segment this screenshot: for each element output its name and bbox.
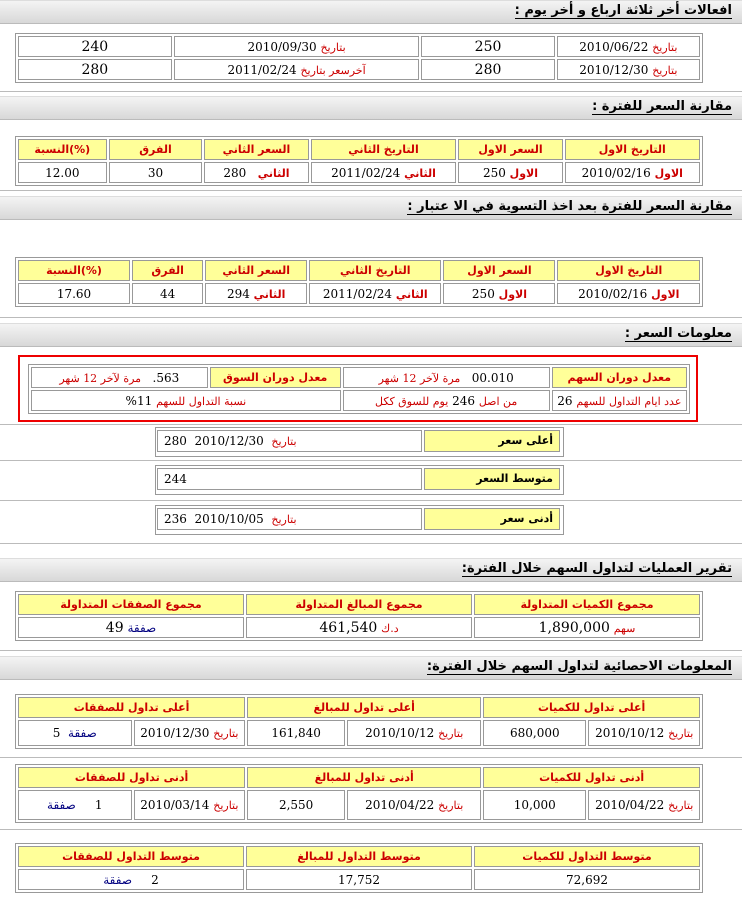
table-row: الاول 2010/02/16 الاول 250 الثاني 2011/02/24 الثاني 294 44 17.60 [18,283,700,304]
high-price-value: 280 2010/12/30 بتاريخ [157,430,422,452]
table-row: بتاريخ 2010/06/22 250 بتاريخ 2010/09/30 240 [18,36,700,57]
table-header-row: أعلى تداول للكميات أعلى تداول للمبالغ أعلى تداول للصفقات [18,697,700,718]
table-row: بتاريخ 2010/12/30 280 آخرسعر بتاريخ 2011/02/24 280 [18,59,700,80]
section-header-statistics [0,656,742,680]
table-row: بتاريخ 2010/04/22 10,000 بتاريخ 2010/04/22 2,550 بتاريخ 2010/03/14 1 صفقة [18,790,700,820]
section-header-price-compare [0,96,742,120]
table-header-row: أدنى تداول للكميات أدنى تداول للمبالغ أدنى تداول للصفقات [18,767,700,788]
section-header-adjusted-compare [0,196,742,220]
quarters-table [15,33,703,83]
avg-price-label: متوسط السعر [424,468,560,490]
section-header-last-quarters [0,0,742,24]
avg-trading-table [15,843,703,893]
max-trading-table [15,694,703,749]
section-title: مقارنة السعر للفترة بعد اخذ التسوية في الا عتبار : [407,199,732,214]
section-title: معلومات السعر : [624,326,732,341]
table-row: معدل دوران السهم 00.010 مرة لآخر 12 شهر معدل دوران السوق 563. مرة لآخر 12 شهر [31,367,687,388]
min-trading-table [15,764,703,823]
low-price-label: أدنى سعر [424,508,560,530]
low-price-value: 236 2010/10/05 بتاريخ [157,508,422,530]
table-row: الاول 2010/02/16 الاول 250 الثاني 2011/02/24 الثاني 280 30 12.00 [18,162,700,183]
table-header-row: مجموع الكميات المتداولة مجموع المبالغ المتداولة مجموع الصفقات المتداولة [18,594,700,615]
section-title: مقارنة السعر للفترة : [592,99,732,114]
table-row: بتاريخ 2010/10/12 680,000 بتاريخ 2010/10/12 161,840 بتاريخ 2010/12/30 صفقة 5 [18,720,700,746]
turnover-table [28,364,690,414]
section-header-operations [0,558,742,582]
table-header-row: التاريخ الاول السعر الاول التاريخ الثاني السعر الثاني الفرق (%)النسبة [18,139,700,160]
table-row: 72,692 17,752 2 صفقة [18,869,700,890]
high-price-label: أعلى سعر [424,430,560,452]
section-title: المعلومات الاحصائية لتداول السهم خلال الفترة: [426,659,732,674]
table-row: عدد ايام التداول للسهم 26 من اصل 246 يوم للسوق ككل نسبة التداول للسهم 11% [31,390,687,411]
operations-table [15,591,703,641]
table-row: سهم 1,890,000 د.ك 461,540 صفقة 49 [18,617,700,638]
section-title: افعالات أخر ثلاثة ارباع و أخر يوم : [514,3,732,18]
table-header-row: التاريخ الاول السعر الاول التاريخ الثاني السعر الثاني الفرق (%)النسبة [18,260,700,281]
avg-price-value: 244 [157,468,422,490]
table-header-row: متوسط التداول للكميات متوسط التداول للمبالغ متوسط التداول للصفقات [18,846,700,867]
section-header-price-info [0,323,742,347]
price-compare-table [15,136,703,186]
adjusted-compare-table [15,257,703,307]
section-title: تقرير العمليات لتداول السهم خلال الفترة: [461,561,732,576]
